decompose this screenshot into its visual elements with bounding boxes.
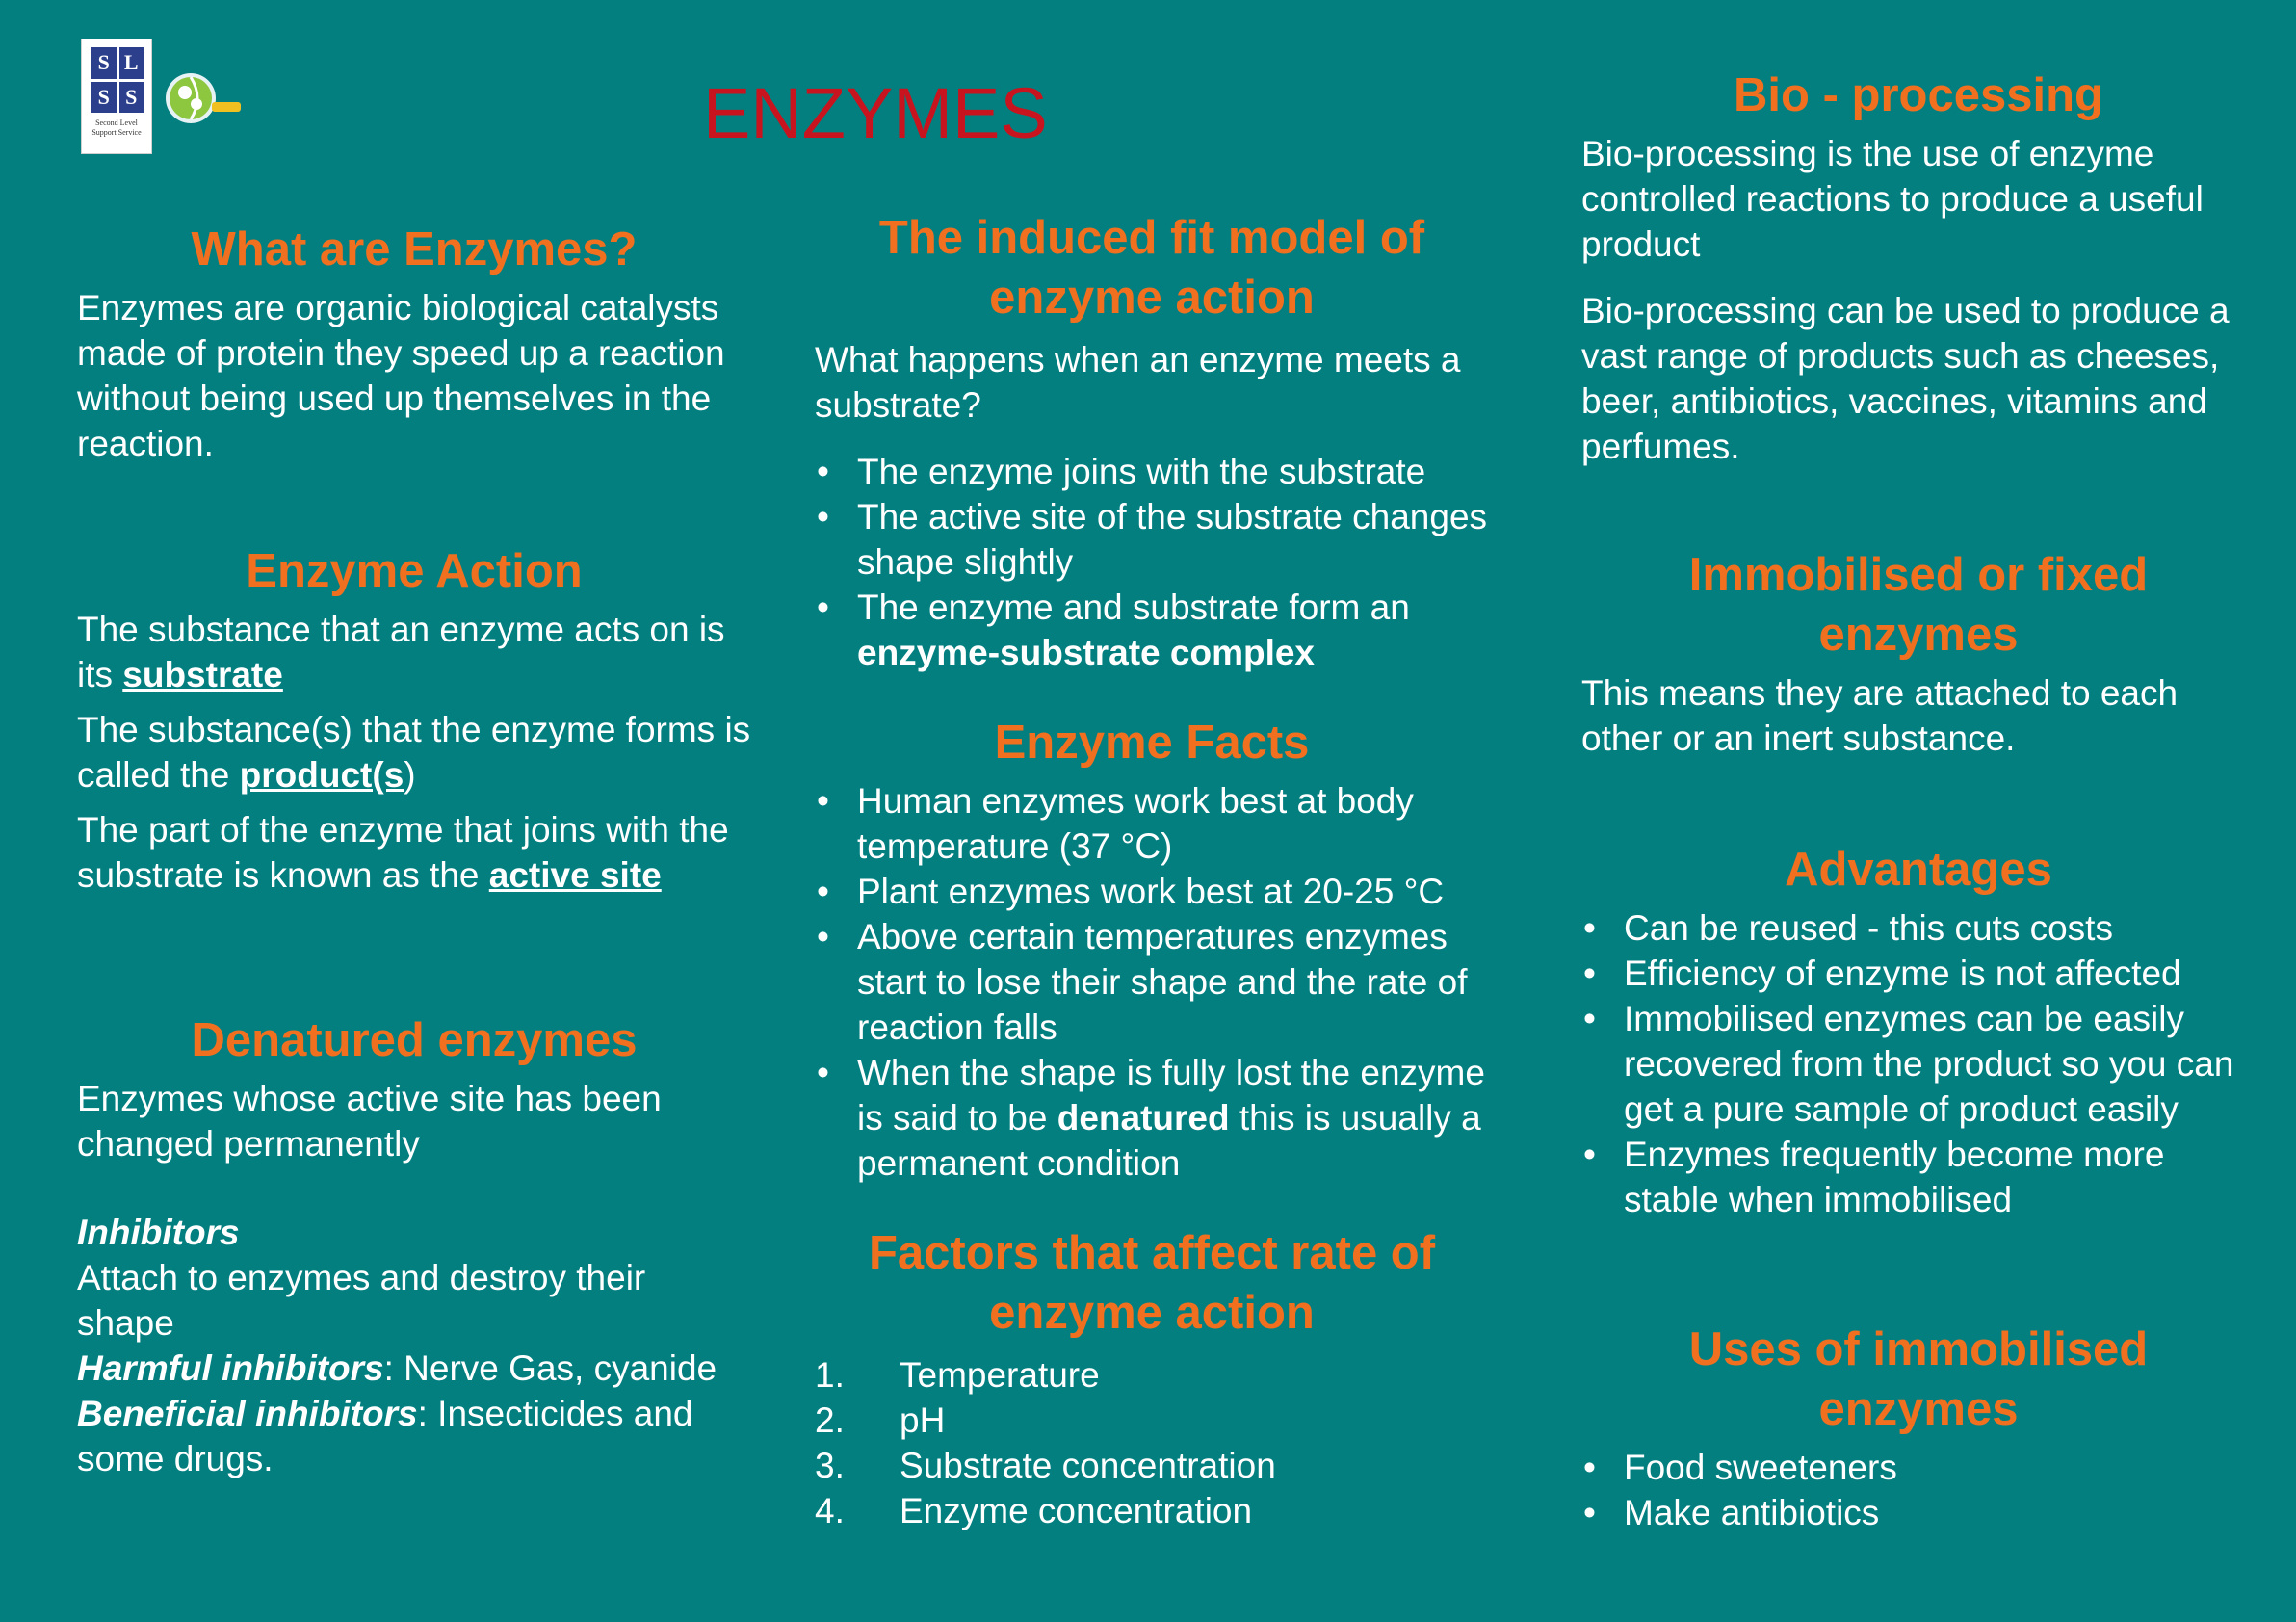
- text: When the shape is fully lost the enzyme is said to be: [857, 1053, 1485, 1138]
- section-enzyme-facts: [815, 713, 1489, 1186]
- list-item: [815, 1488, 1489, 1533]
- item-text: Temperature: [900, 1355, 1100, 1395]
- list-item: [815, 1443, 1489, 1488]
- text: The substance that an enzyme acts on is its: [77, 610, 725, 694]
- list-item: [815, 585, 1489, 675]
- list-item: • Make antibiotics: [1581, 1490, 2256, 1535]
- list-item: [815, 1352, 1489, 1398]
- text: ): [404, 755, 416, 795]
- section-heading: Enzyme Facts: [994, 717, 1310, 769]
- section-text: Bio-processing is the use of enzyme controlled reactions to produce a useful product: [1581, 134, 2204, 264]
- list-item: [815, 1398, 1489, 1443]
- list-item: • Enzymes frequently become more stable when immobilised: [1581, 1132, 2256, 1222]
- biology-logo-icon: [162, 69, 243, 127]
- substrate-term: substrate: [122, 655, 283, 694]
- list-item: • Efficiency of enzyme is not affected: [1581, 951, 2256, 996]
- induced-fit-list: [815, 449, 1489, 675]
- section-heading: Enzyme Action: [246, 545, 583, 597]
- item-number: 3.: [815, 1446, 845, 1485]
- list-item: [815, 1050, 1489, 1186]
- active-site-paragraph: [77, 807, 751, 898]
- section-heading: Immobilised or fixed enzymes: [1688, 549, 2149, 661]
- section-heading: Factors that affect rate of enzyme action: [868, 1227, 1436, 1339]
- denatured-term: denatured: [1057, 1098, 1230, 1138]
- section-text: Enzymes are organic biological catalysts made of protein they speed up a reaction without being used up themselves in the reaction.: [77, 288, 725, 463]
- section-immobilised: [1581, 545, 2256, 761]
- item-number: 1.: [815, 1355, 845, 1395]
- active-site-term: active site: [488, 855, 662, 895]
- text: : Nerve Gas, cyanide: [383, 1348, 718, 1388]
- list-item: • Above certain temperatures enzymes start to lose their shape and the rate of reaction falls: [815, 914, 1489, 1050]
- enzyme-substrate-complex-term: enzyme-substrate complex: [857, 633, 1316, 672]
- substrate-paragraph: [77, 607, 751, 697]
- section-text: This means they are attached to each other or an inert substance.: [1581, 673, 2179, 758]
- item-number: 4.: [815, 1491, 845, 1530]
- label: Beneficial inhibitors: [77, 1394, 418, 1433]
- section-heading: Bio - processing: [1734, 69, 2103, 121]
- section-what-are-enzymes: [77, 220, 751, 466]
- item-text: pH: [900, 1400, 946, 1440]
- section-text: Bio-processing can be used to produce a vast range of products such as cheeses, beer, antibiotics, vaccines, vitamins and perfumes.: [1581, 291, 2230, 466]
- section-factors: [815, 1223, 1489, 1533]
- item-text: Enzyme concentration: [900, 1491, 1253, 1530]
- slss-logo: [81, 39, 152, 154]
- factors-list: [815, 1352, 1489, 1533]
- product-paragraph: [77, 707, 751, 798]
- section-heading: What are Enzymes?: [191, 223, 638, 275]
- text: this is usually a permanent condition: [857, 1098, 1481, 1183]
- list-item: • The active site of the substrate changes shape slightly: [815, 494, 1489, 585]
- list-item: • Immobilised enzymes can be easily recovered from the product so you can get a pure sample of product easily: [1581, 996, 2256, 1132]
- section-heading: Advantages: [1785, 844, 2052, 896]
- section-denatured-enzymes: [77, 1010, 751, 1481]
- list-item: • The enzyme joins with the substrate: [815, 449, 1489, 494]
- section-enzyme-action: [77, 541, 751, 898]
- list-item: • Human enzymes work best at body temperature (37 °C): [815, 778, 1489, 869]
- text: The part of the enzyme that joins with the substrate is known as the: [77, 810, 729, 895]
- inhibitors-label: Inhibitors: [77, 1213, 240, 1252]
- product-term: product(s: [239, 755, 404, 795]
- item-text: Substrate concentration: [900, 1446, 1276, 1485]
- inhibitors-text: Attach to enzymes and destroy their shape: [77, 1258, 646, 1343]
- text: The enzyme and substrate form an: [857, 588, 1410, 627]
- page-title: ENZYMES: [703, 73, 1048, 153]
- section-advantages: [1581, 840, 2256, 1222]
- section-heading: Uses of immobilised enzymes: [1688, 1323, 2149, 1435]
- text: The substance(s) that the enzyme forms is called the: [77, 710, 751, 795]
- logo-letter: L: [119, 47, 144, 79]
- logo-letter: S: [91, 47, 117, 79]
- section-induced-fit: [815, 208, 1489, 675]
- text: : Insecticides and some drugs.: [77, 1394, 693, 1478]
- list-item: • Can be reused - this cuts costs: [1581, 905, 2256, 951]
- facts-list: [815, 778, 1489, 1186]
- logo-letter: S: [91, 82, 117, 114]
- item-number: 2.: [815, 1400, 845, 1440]
- beneficial-inhibitors: [77, 1391, 751, 1481]
- section-intro: What happens when an enzyme meets a substrate?: [815, 340, 1461, 425]
- label: Harmful inhibitors: [77, 1348, 384, 1388]
- section-heading: The induced fit model of enzyme action: [878, 212, 1425, 324]
- list-item: • Plant enzymes work best at 20-25 °C: [815, 869, 1489, 914]
- section-uses: [1581, 1320, 2256, 1535]
- harmful-inhibitors: [77, 1346, 751, 1391]
- logo-letter: S: [119, 82, 144, 114]
- section-heading: Denatured enzymes: [191, 1014, 638, 1066]
- list-item: • Food sweeteners: [1581, 1445, 2256, 1490]
- section-text: Enzymes whose active site has been changed permanently: [77, 1079, 662, 1164]
- logo-tagline: Second Level Support Service: [91, 118, 142, 137]
- section-bio-processing: [1581, 65, 2256, 469]
- advantages-list: [1581, 905, 2256, 1222]
- uses-list: [1581, 1445, 2256, 1535]
